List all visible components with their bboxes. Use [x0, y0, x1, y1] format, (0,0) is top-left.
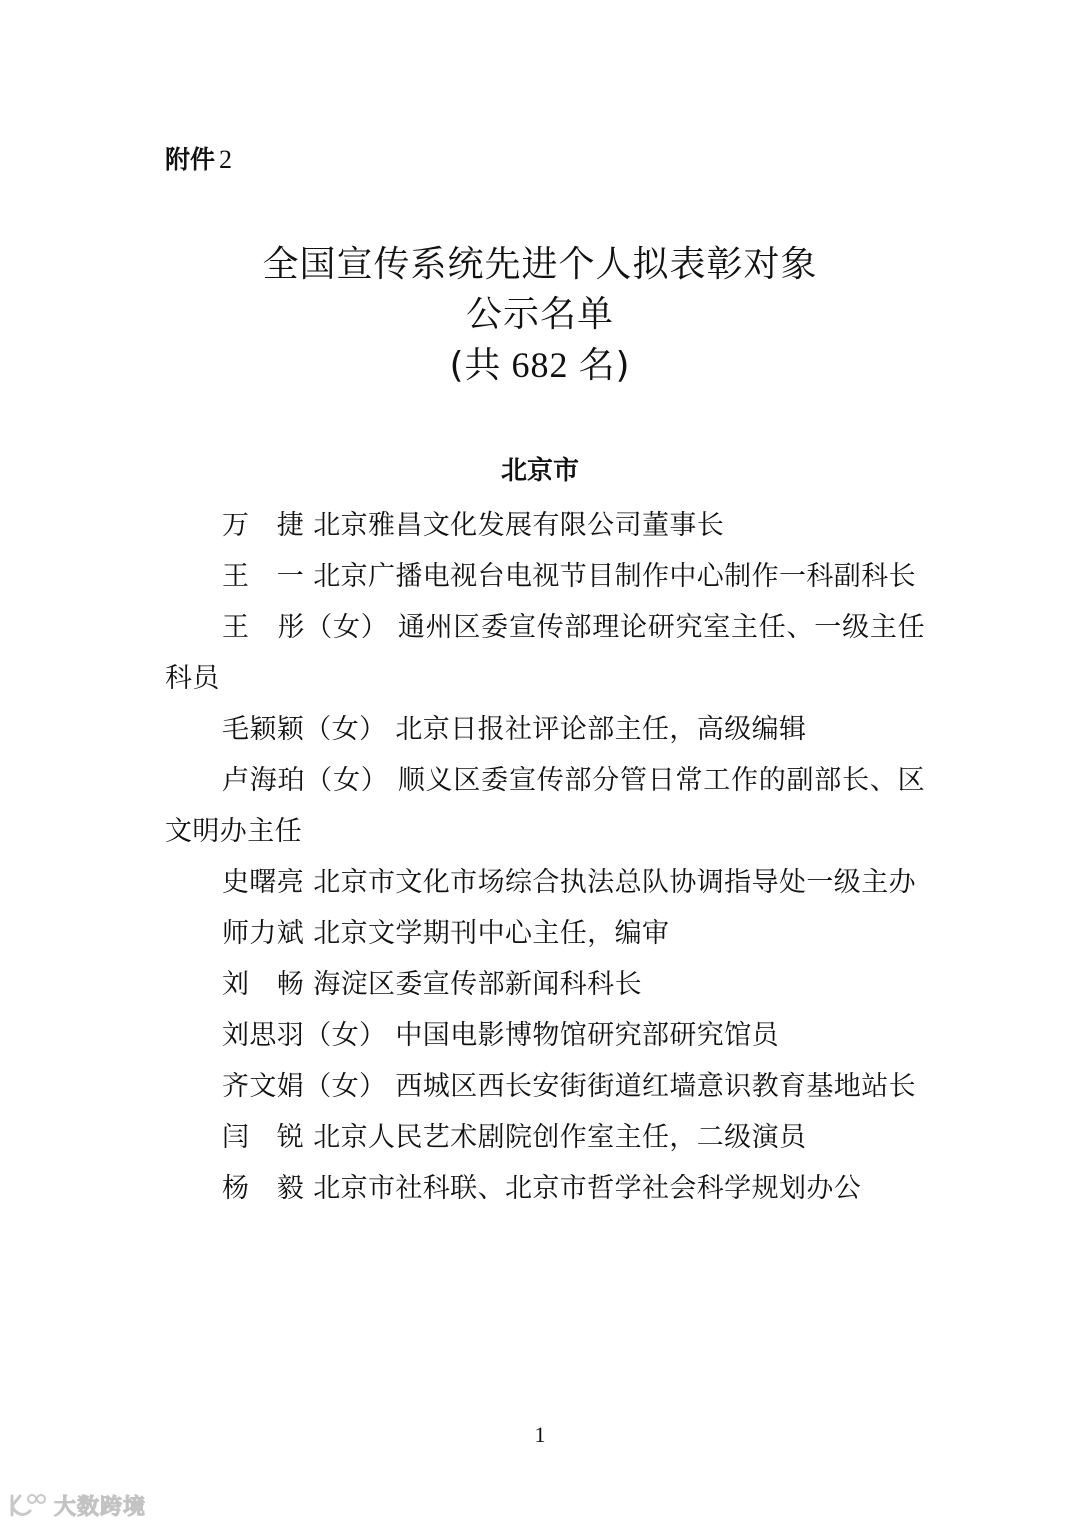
list-item: [165, 704, 925, 755]
honoree-description: 北京人民艺术剧院创作室主任，二级演员: [313, 1122, 807, 1153]
honoree-name: 王 一: [222, 561, 305, 592]
list-item: [165, 1163, 925, 1214]
list-item: [165, 1061, 925, 1112]
list-item: [165, 959, 925, 1010]
honoree-name: 刘思羽: [222, 1020, 305, 1051]
list-item: [165, 857, 925, 908]
attachment-number: 2: [219, 145, 233, 174]
honoree-description: 北京雅昌文化发展有限公司董事长: [313, 510, 725, 541]
honoree-gender: （女）: [304, 714, 387, 745]
honoree-description: 西城区西长安街街道红墙意识教育基地站长: [395, 1071, 916, 1102]
honoree-description: 北京文学期刊中心主任，编审: [313, 918, 670, 949]
honoree-name: 王 彤: [222, 612, 306, 643]
honoree-description: 北京市文化市场综合执法总队协调指导处一级主办: [313, 867, 916, 898]
honoree-description: 中国电影博物馆研究部研究馆员: [395, 1020, 779, 1051]
honoree-name: 齐文娟: [222, 1071, 305, 1102]
honoree-name: 毛颖颖: [222, 714, 305, 745]
honoree-gender: （女）: [304, 1020, 387, 1051]
title-line-2: 公示名单: [465, 294, 614, 335]
list-item: [165, 1112, 925, 1163]
list-item: [165, 755, 925, 857]
title-count: 682: [501, 345, 579, 385]
honoree-description: 海淀区委宣传部新闻科科长: [313, 969, 642, 1000]
honoree-name: 刘 畅: [222, 969, 305, 1000]
honoree-description: 北京日报社评论部主任，高级编辑: [395, 714, 807, 745]
list-item: [165, 500, 925, 551]
title-count-prefix: (共: [449, 345, 502, 386]
honoree-gender: （女）: [305, 612, 389, 643]
honoree-gender: （女）: [305, 765, 389, 796]
list-item: [165, 1010, 925, 1061]
watermark: [8, 1490, 146, 1521]
k100-logo-icon: [8, 1493, 48, 1519]
honoree-gender: （女）: [304, 1071, 387, 1102]
title-count-suffix: 名): [578, 345, 631, 386]
honoree-description: 通州区委宣传部理论研究室主任、一级主任科员: [165, 612, 925, 694]
title-line-1: 全国宣传系统先进个人拟表彰对象: [262, 244, 818, 285]
honoree-name: 史曙亮: [222, 867, 305, 898]
page-number: 1: [534, 1422, 546, 1447]
list-item: [165, 602, 925, 704]
honoree-name: 卢海珀: [222, 765, 306, 796]
honoree-name: 万 捷: [222, 510, 305, 541]
list-item: [165, 908, 925, 959]
watermark-text: 大数跨境: [54, 1495, 147, 1520]
list-item: [165, 551, 925, 602]
attachment-label: [165, 142, 232, 178]
honoree-list: [165, 500, 925, 1214]
section-heading-beijing: 北京市: [500, 456, 579, 486]
honoree-name: 闫 锐: [222, 1122, 305, 1153]
honoree-description: 北京市社科联、北京市哲学社会科学规划办公: [313, 1173, 862, 1204]
honoree-description: 顺义区委宣传部分管日常工作的副部长、区文明办主任: [165, 765, 925, 847]
document-title: [0, 240, 1080, 391]
honoree-name: 杨 毅: [222, 1173, 305, 1204]
title-line-3: [0, 340, 1080, 391]
honoree-name: 师力斌: [222, 918, 305, 949]
attachment-text: 附件: [165, 145, 216, 174]
honoree-description: 北京广播电视台电视节目制作中心制作一科副科长: [313, 561, 916, 592]
